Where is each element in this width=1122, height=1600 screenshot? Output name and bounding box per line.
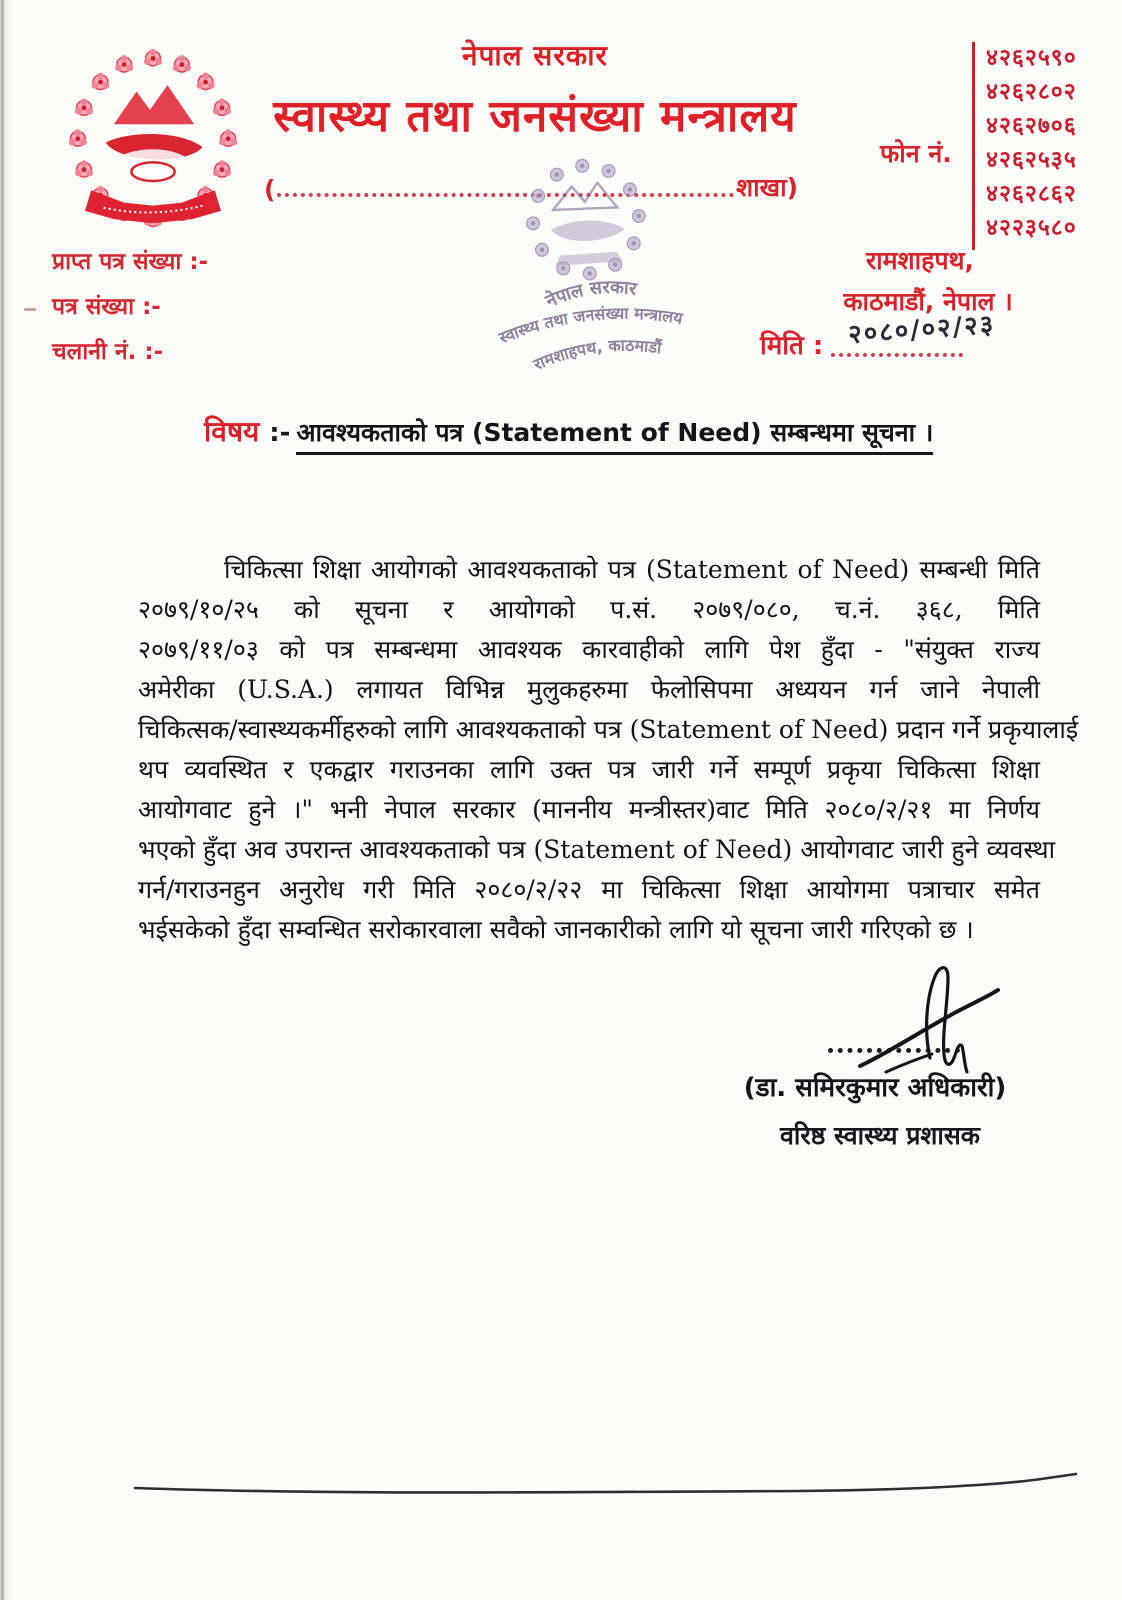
date-label: मिति : xyxy=(760,331,824,361)
branch-label: शाखा) xyxy=(736,173,798,202)
body-line: २०७९/११/०३ को पत्र सम्बन्धमा आवश्यक कारवाहीको लागि पेश हुँदा - "संयुक्त राज्य xyxy=(138,635,1040,664)
branch-open-paren: ( xyxy=(264,175,276,204)
stamp-text-ministry: स्वास्थ्य तथा जनसंख्या मन्त्रालय xyxy=(496,303,684,348)
nepal-emblem-logo xyxy=(50,48,256,252)
phone-number: ४२६२५९० xyxy=(986,45,1077,71)
address-line1: रामशाहपथ, xyxy=(865,246,975,275)
letter-body xyxy=(138,552,1079,952)
phone-number: ४२६२८६२ xyxy=(986,181,1077,207)
received-letter-number-field: प्राप्त पत्र संख्या :- xyxy=(52,249,209,275)
subject-label: विषय xyxy=(204,415,260,448)
body-line: थप व्यवस्थित र एकद्वार गराउनका लागि उक्त पत्र जारी गर्ने सम्पूर्ण प्रकृया चिकित्सा शिक्षा xyxy=(138,755,1040,784)
phone-divider-rule xyxy=(972,42,975,250)
reference-fields xyxy=(52,244,208,379)
phone-number: ४२२३५८० xyxy=(986,215,1077,241)
signatory-name: (डा. समिरकुमार अधिकारी) xyxy=(743,1073,1007,1103)
dispatch-number-field: चलानी नं. :- xyxy=(52,339,164,365)
stamp-text-address: रामशाहपथ, काठमाडौं xyxy=(530,335,663,375)
phone-label: फोन नं. xyxy=(880,139,952,168)
signatory-title: वरिष्ठ स्वास्थ्य प्रशासक xyxy=(779,1121,980,1150)
ministry-ink-stamp xyxy=(430,148,736,407)
ministry-title: स्वास्थ्य तथा जनसंख्या मन्त्रालय xyxy=(273,91,797,142)
handwritten-date: २०८०/०२/२३ xyxy=(847,309,997,351)
letter-number-field: पत्र संख्या :- xyxy=(52,294,161,320)
phone-number: ४२६२७०६ xyxy=(986,113,1077,139)
body-line: गर्न/गराउनहुन अनुरोध गरी मिति २०८०/२/२२ मा चिकित्सा शिक्षा आयोगमा पत्राचार समेत xyxy=(138,875,1040,904)
scan-edge-line xyxy=(1,0,4,1600)
body-line: भईसकेको हुँदा सम्वन्धित सरोकारवाला सवैको जानकारीको लागि यो सूचना जारी गरिएको छ । xyxy=(138,915,974,944)
bottom-rule-line xyxy=(0,1466,1122,1510)
body-line: अमेरीका (U.S.A.) लगायत विभिन्न मुलुकहरुमा फेलोसिपमा अध्ययन गर्न जाने नेपाली xyxy=(138,675,1040,704)
body-line: चिकित्सक/स्वास्थ्यकर्मीहरुको लागि आवश्यकताको पत्र (Statement of Need) प्रदान गर्ने प्रकृयालाई xyxy=(138,715,1079,744)
stamp-wreath xyxy=(523,155,650,284)
phone-number: ४२६२५३५ xyxy=(986,147,1077,173)
phone-number: ४२६२८०२ xyxy=(986,79,1077,105)
address-line2: काठमाडौं, नेपाल । xyxy=(843,287,1013,316)
body-line: २०७९/१०/२५ को सूचना र आयोगको प.सं. २०७९/०८०, च.नं. ३६८, मिति xyxy=(138,595,1040,624)
government-title: नेपाल सरकार xyxy=(461,39,609,72)
date-dotted-rule xyxy=(831,352,963,357)
subject-separator: :- xyxy=(269,418,291,448)
body-line: आयोगवाट हुने ।" भनी नेपाल सरकार (माननीय मन्त्रीस्तर)वाट मिति २०८०/२/२१ मा निर्णय xyxy=(138,795,1040,824)
scan-artifact-dash xyxy=(24,308,36,311)
svg-text:रामशाहपथ, काठमाडौं xyxy=(529,332,666,374)
subject-text: आवश्यकताको पत्र (Statement of Need) सम्बन्धमा सूचना । xyxy=(296,415,933,455)
body-line: चिकित्सा शिक्षा आयोगको आवश्यकताको पत्र (Statement of Need) सम्बन्धी मिति xyxy=(224,555,1040,584)
phone-number-list xyxy=(986,40,1106,244)
stamp-text-government: नेपाल सरकार xyxy=(542,276,638,313)
body-line: भएको हुँदा अव उपरान्त आवश्यकताको पत्र (Statement of Need) आयोगवाट जारी हुने व्यवस्था xyxy=(138,835,1056,864)
subject-row xyxy=(204,412,933,455)
